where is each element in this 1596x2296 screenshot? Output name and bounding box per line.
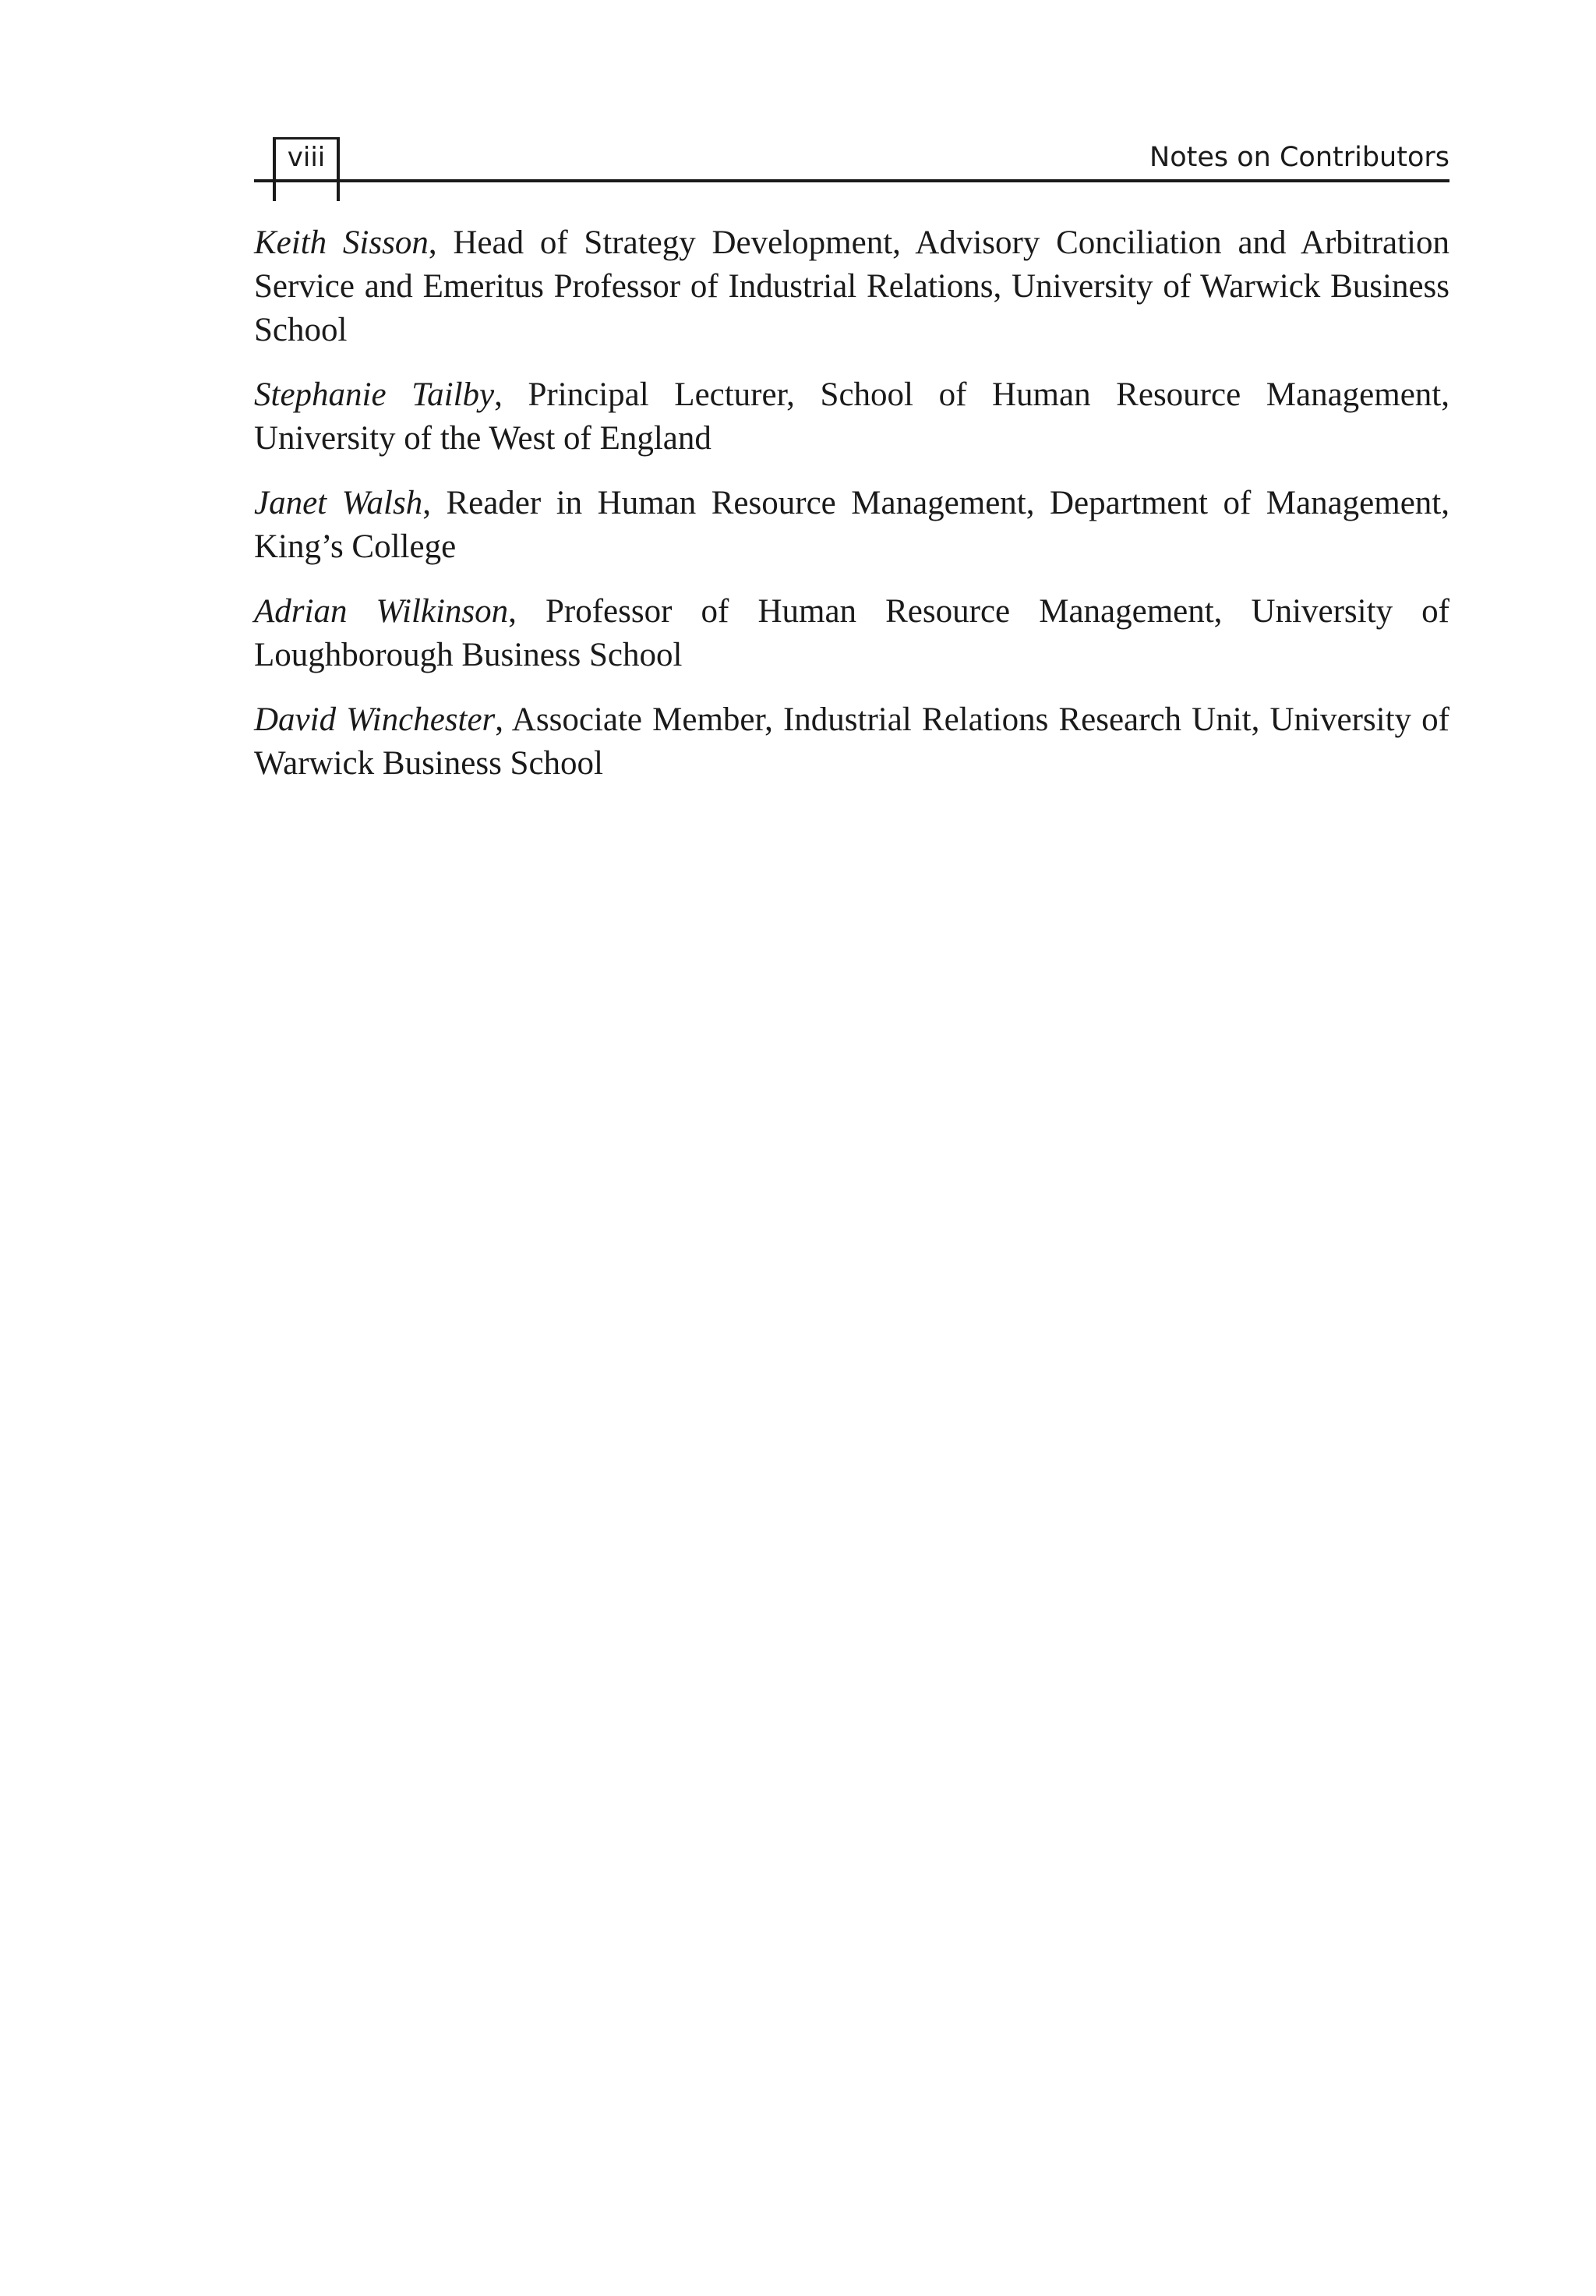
contributor-description: , Reader in Human Resource Management, Department of Management, King’s College bbox=[254, 485, 1449, 565]
contributor-description: , Head of Strategy Development, Advisory Conciliation and Arbitration Service and Emeritus Professor of Industrial Relations, University of Warwick Business School bbox=[254, 224, 1449, 348]
page-header bbox=[254, 137, 1449, 201]
contributor-entry bbox=[254, 698, 1449, 786]
contributor-entry bbox=[254, 482, 1449, 569]
contributor-entry bbox=[254, 221, 1449, 352]
contributor-name: Janet Walsh bbox=[254, 485, 423, 521]
page-number-box-right bbox=[337, 137, 340, 201]
contributor-entry bbox=[254, 373, 1449, 461]
contributor-name: Stephanie Tailby bbox=[254, 376, 495, 413]
header-rule bbox=[254, 179, 1449, 182]
page-number-box bbox=[273, 137, 340, 201]
page-number-box-top bbox=[273, 137, 340, 140]
contributor-name: Adrian Wilkinson bbox=[254, 593, 509, 630]
contributor-list bbox=[254, 221, 1449, 807]
contributor-name: David Winchester bbox=[254, 701, 496, 738]
contributor-entry bbox=[254, 590, 1449, 677]
contributor-name: Keith Sisson bbox=[254, 224, 429, 261]
contributor-description: , Associate Member, Industrial Relations Research Unit, University of Warwick Business School bbox=[254, 701, 1449, 782]
page-number: viii bbox=[287, 142, 326, 173]
contributor-description: , Principal Lecturer, School of Human Resource Management, University of the West of England bbox=[254, 376, 1449, 457]
running-head: Notes on Contributors bbox=[1149, 142, 1449, 173]
contributor-description: , Professor of Human Resource Management, University of Loughborough Business School bbox=[254, 593, 1449, 673]
